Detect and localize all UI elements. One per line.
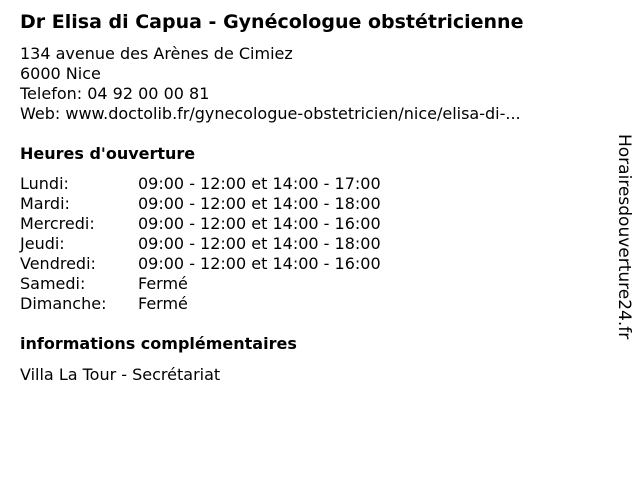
page-title: Dr Elisa di Capua - Gynécologue obstétricienne (20, 11, 524, 33)
day-label: Dimanche: (20, 294, 107, 313)
hours-value: Fermé (138, 294, 188, 313)
day-label: Lundi: (20, 174, 69, 193)
additional-info-text: Villa La Tour - Secrétariat (20, 365, 221, 384)
hours-row-saturday (20, 274, 381, 294)
hours-row-monday (20, 174, 381, 194)
street-address: 134 avenue des Arènes de Cimiez (20, 44, 293, 63)
hours-row-friday (20, 254, 381, 274)
hours-value: 09:00 - 12:00 et 14:00 - 16:00 (138, 254, 381, 273)
opening-hours-heading: Heures d'ouverture (20, 144, 196, 163)
hours-value: 09:00 - 12:00 et 14:00 - 18:00 (138, 194, 381, 213)
day-label: Samedi: (20, 274, 86, 293)
opening-hours-table (20, 174, 381, 314)
additional-info-heading: informations complémentaires (20, 334, 297, 353)
address-block (20, 44, 521, 124)
hours-value: 09:00 - 12:00 et 14:00 - 17:00 (138, 174, 381, 193)
hours-value: Fermé (138, 274, 188, 293)
phone-number: Telefon: 04 92 00 00 81 (20, 84, 210, 103)
site-watermark: Horairesdouverture24.fr (614, 134, 634, 340)
hours-row-thursday (20, 234, 381, 254)
hours-value: 09:00 - 12:00 et 14:00 - 18:00 (138, 234, 381, 253)
website: Web: www.doctolib.fr/gynecologue-obstetricien/nice/elisa-di-... (20, 104, 521, 123)
hours-row-sunday (20, 294, 381, 314)
hours-row-wednesday (20, 214, 381, 234)
city: 6000 Nice (20, 64, 101, 83)
day-label: Mercredi: (20, 214, 95, 233)
day-label: Mardi: (20, 194, 70, 213)
day-label: Jeudi: (20, 234, 65, 253)
hours-value: 09:00 - 12:00 et 14:00 - 16:00 (138, 214, 381, 233)
day-label: Vendredi: (20, 254, 96, 273)
hours-row-tuesday (20, 194, 381, 214)
